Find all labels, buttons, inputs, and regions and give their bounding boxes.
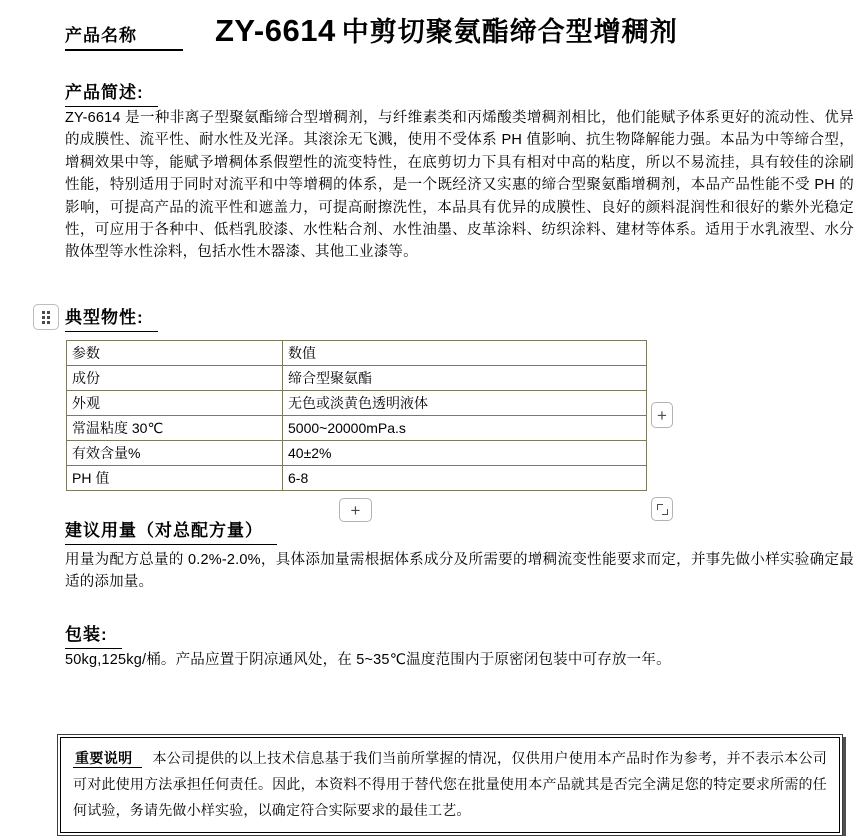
important-notice-text [73,745,827,823]
param-cell: PH 值 [67,466,283,491]
overview-paragraph: ZY-6614 是一种非离子型聚氨酯缔合型增稠剂，与纤维素类和丙烯酸类增稠剂相比，他们能赋予体系更好的流动性、优异的成膜性、流平性、耐水性及光泽。其滚涂无飞溅，使用不受体系 PH 值影响、抗生物降解能力强。本品为中等缔合型，增稠效果中等，能赋予增稠体系假塑性的流变特性，在底剪切力下具有相对中高的粘度，所以不易流挂，具有较佳的涂刷性能，特别适用于同时对流平和中等增稠的体系，是一个既经济又实惠的缔合型聚氨酯增稠剂，本品产品性能不受 PH 的影响，可提高产品的流平性和遮盖力，可提高耐擦洗性，本品具有优异的成膜性、良好的颜料混润性和很好的紫外光稳定性，可应用于各种中、低档乳胶漆、水性粘合剂、水性油墨、皮革涂料、纺织涂料、建材等体系。适用于水乳液型、水分散体型等水性涂料，包括水性木器漆、其他工业漆等。 [65,110,854,261]
param-cell: 有效含量% [67,441,283,466]
plus-icon: + [657,405,667,425]
section-heading-physical-properties: 典型物性: [65,303,158,332]
table-row [67,441,647,466]
packaging-paragraph: 50kg,125kg/桶。产品应置于阴凉通风处，在 5~35℃温度范围内于原密闭包装中可存放一年。 [65,652,671,668]
section-heading-dosage: 建议用量（对总配方量） [65,516,277,545]
add-column-button[interactable] [651,402,673,428]
notice-body: 本公司提供的以上技术信息基于我们当前所掌握的情况，仅供用户使用本产品时作为参考，并不表示本公司可对此使用方法承担任何责任。因此，本资料不得用于替代您在批量使用本产品就其是否完全满足您的特定要求所需的任何试验，务请先做小样实验，以确定符合实际要求的最佳工艺。 [73,750,827,818]
table-drag-handle[interactable] [33,304,59,330]
param-cell: 外观 [67,391,283,416]
notice-label: 重要说明 [73,750,142,768]
value-cell: 数值 [283,341,647,366]
section-heading-packaging: 包装: [65,620,122,649]
product-model: ZY-6614 [215,13,336,48]
value-cell: 6-8 [283,466,647,491]
table-row [67,416,647,441]
table-row [67,341,647,366]
product-name-label: 产品名称 [65,21,183,51]
plus-icon: + [350,500,361,520]
resize-corners-icon [657,504,668,515]
param-cell: 成份 [67,366,283,391]
value-cell: 无色或淡黄色透明液体 [283,391,647,416]
table-row [67,366,647,391]
dosage-paragraph: 用量为配方总量的 0.2%-2.0%，具体添加量需根据体系成分及所需要的增稠流变性能要求而定，并事先做小样实验确定最适的添加量。 [65,552,854,591]
add-row-button[interactable] [339,498,372,522]
page-title [215,10,678,49]
value-cell: 5000~20000mPa.s [283,416,647,441]
table-row [67,466,647,491]
param-cell: 参数 [67,341,283,366]
important-notice-inner [60,737,840,833]
table-row [67,391,647,416]
drag-dots-icon [42,311,50,324]
resize-table-button[interactable] [651,497,673,521]
physical-properties-table [66,340,647,491]
product-title-text: 中剪切聚氨酯缔合型增稠剂 [341,17,678,47]
value-cell: 缔合型聚氨酯 [283,366,647,391]
section-heading-overview: 产品简述: [65,78,158,107]
value-cell: 40±2% [283,441,647,466]
param-cell: 常温粘度 30℃ [67,416,283,441]
important-notice-box [57,734,843,836]
document-header [65,10,678,51]
